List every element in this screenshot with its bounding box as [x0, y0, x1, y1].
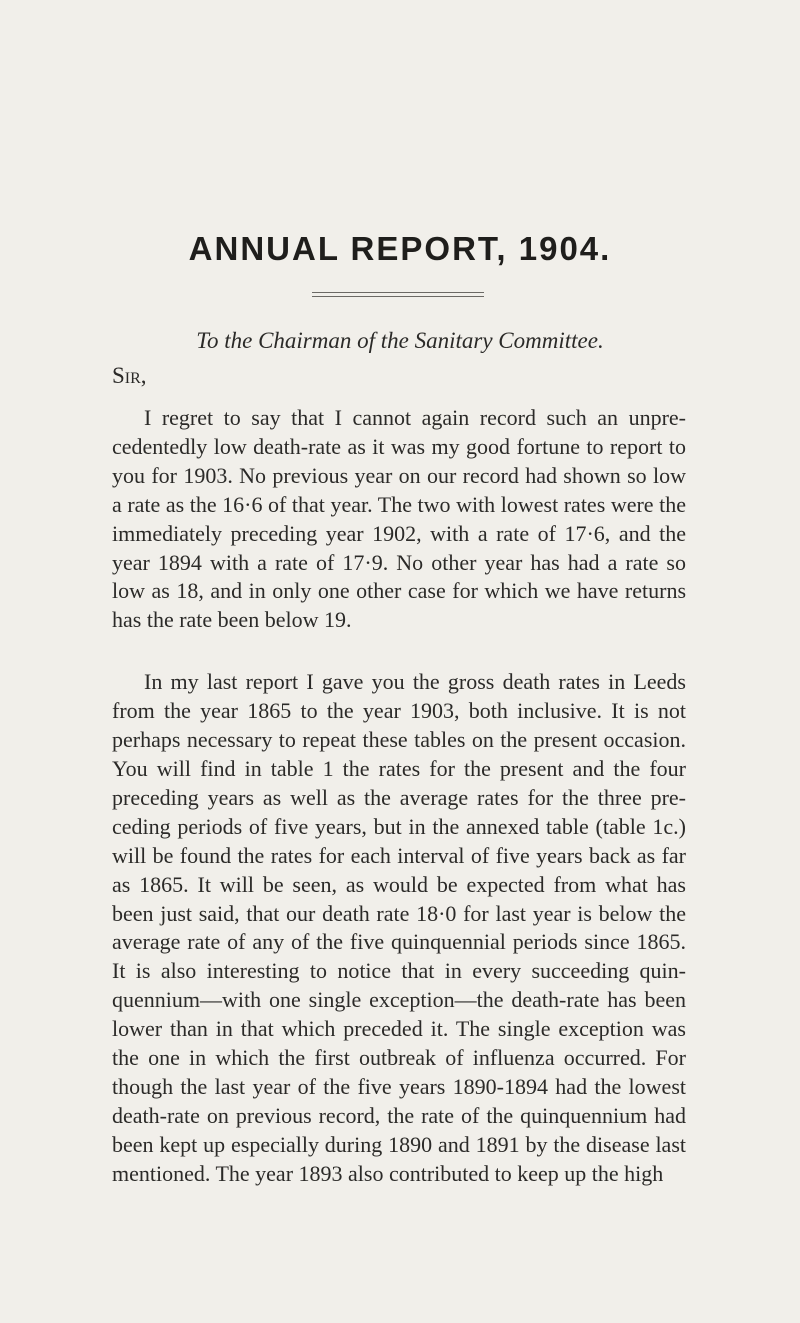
paragraph: I regret to say that I cannot again record such an unpre- cedentedly low death-rate as it was my good fortune to report to you for 1903. No previous year on our record had shown so low a rate as the 16·6 of that year. The two with lowest rates were the immediately preceding year 1902, with a rate of 17·6, and the year 1894 with a rate of 17·9. No other year has had a rate so low as 18, and in only one other case for which we have returns has the rate been below 19. [112, 405, 686, 633]
title-divider [312, 292, 484, 298]
report-body [112, 404, 686, 1189]
report-title: ANNUAL REPORT, 1904. [188, 230, 612, 267]
paragraph: In my last report I gave you the gross death rates in Leeds from the year 1865 to the year 1903, both inclusive. It is not perhaps necessary to repeat these tables on the present occasion. You will find in table 1 the rates for the present and the four preceding years as well as the average rates for the three pre- ceding periods of five years, but in the annexed table (table 1c.) will be found the rates for each interval of five years back as far as 1865. It will be seen, as would be expected from what has been just said, that our death rate 18·0 for last year is below the average rate of any of the five quinquennial periods since 1865. It is also interesting to notice that in every succeeding quin- quennium—with one single exception—the death-rate has been lower than in that which preceded it. The single exception was the one in which the first outbreak of influenza occurred. For though the last year of the five years 1890-1894 had the lowest death-rate on previous record, the rate of the quinquennium had been kept up especially during 1890 and 1891 by the disease last mentioned. The year 1893 also contributed to keep up the high [112, 669, 686, 1186]
addressee-line: To the Chairman of the Sanitary Committee. [196, 328, 604, 353]
salutation: Sir, [112, 363, 147, 388]
